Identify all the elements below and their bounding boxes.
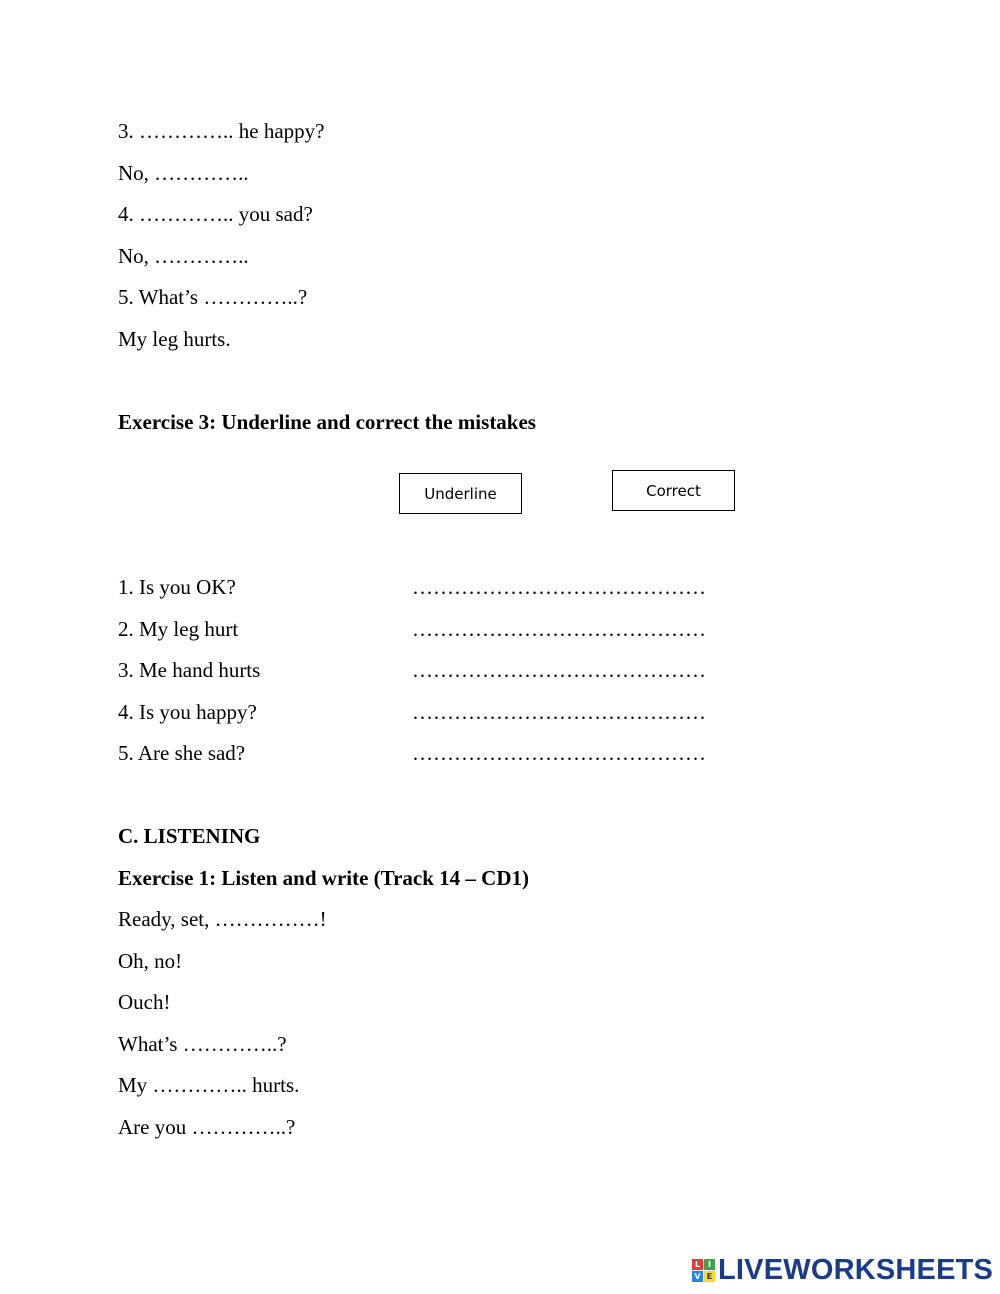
exercise2-line-3: 4. ………….. you sad? [118,202,313,226]
listening-section-title: C. LISTENING [118,824,261,848]
exercise3-sentence-3[interactable]: 3. Me hand hurts [118,658,261,682]
exercise3-answer-4[interactable]: …………………………………… [412,700,706,724]
exercise3-answer-3[interactable]: …………………………………… [412,658,706,682]
exercise3-sentence-2[interactable]: 2. My leg hurt [118,617,239,641]
logo-mark-letter: V [692,1271,703,1282]
logo-mark-letter: I [704,1259,715,1270]
exercise2-line-1: 3. ………….. he happy? [118,119,325,143]
logo-mark-letter: L [692,1259,703,1270]
listening-line-6[interactable]: Are you …………..? [118,1115,296,1139]
listening-line-3: Ouch! [118,990,171,1014]
logo-text: LIVEWORKSHEETS [718,1254,994,1286]
exercise3-answer-2[interactable]: …………………………………… [412,617,706,641]
listening-line-2: Oh, no! [118,949,183,973]
listening-line-1[interactable]: Ready, set, ……………! [118,907,327,931]
logo-mark-icon [692,1259,715,1282]
logo-mark-letter: E [704,1271,715,1282]
exercise3-answer-1[interactable]: …………………………………… [412,575,706,599]
exercise2-line-5: 5. What’s …………..? [118,285,308,309]
listening-line-4[interactable]: What’s …………..? [118,1032,287,1056]
exercise3-title: Exercise 3: Underline and correct the mistakes [118,410,536,434]
exercise3-sentence-5[interactable]: 5. Are she sad? [118,741,246,765]
listening-line-5[interactable]: My ………….. hurts. [118,1073,300,1097]
liveworksheets-logo [692,1254,993,1286]
exercise2-line-6: My leg hurts. [118,327,231,351]
underline-button[interactable]: Underline [399,473,522,514]
exercise3-answer-5[interactable]: …………………………………… [412,741,706,765]
correct-button[interactable]: Correct [612,470,735,511]
listening-exercise-title: Exercise 1: Listen and write (Track 14 – CD1) [118,866,529,890]
exercise3-sentence-1[interactable]: 1. Is you OK? [118,575,236,599]
exercise2-line-2: No, ………….. [118,161,249,185]
exercise3-sentence-4[interactable]: 4. Is you happy? [118,700,257,724]
exercise2-line-4: No, ………….. [118,244,249,268]
